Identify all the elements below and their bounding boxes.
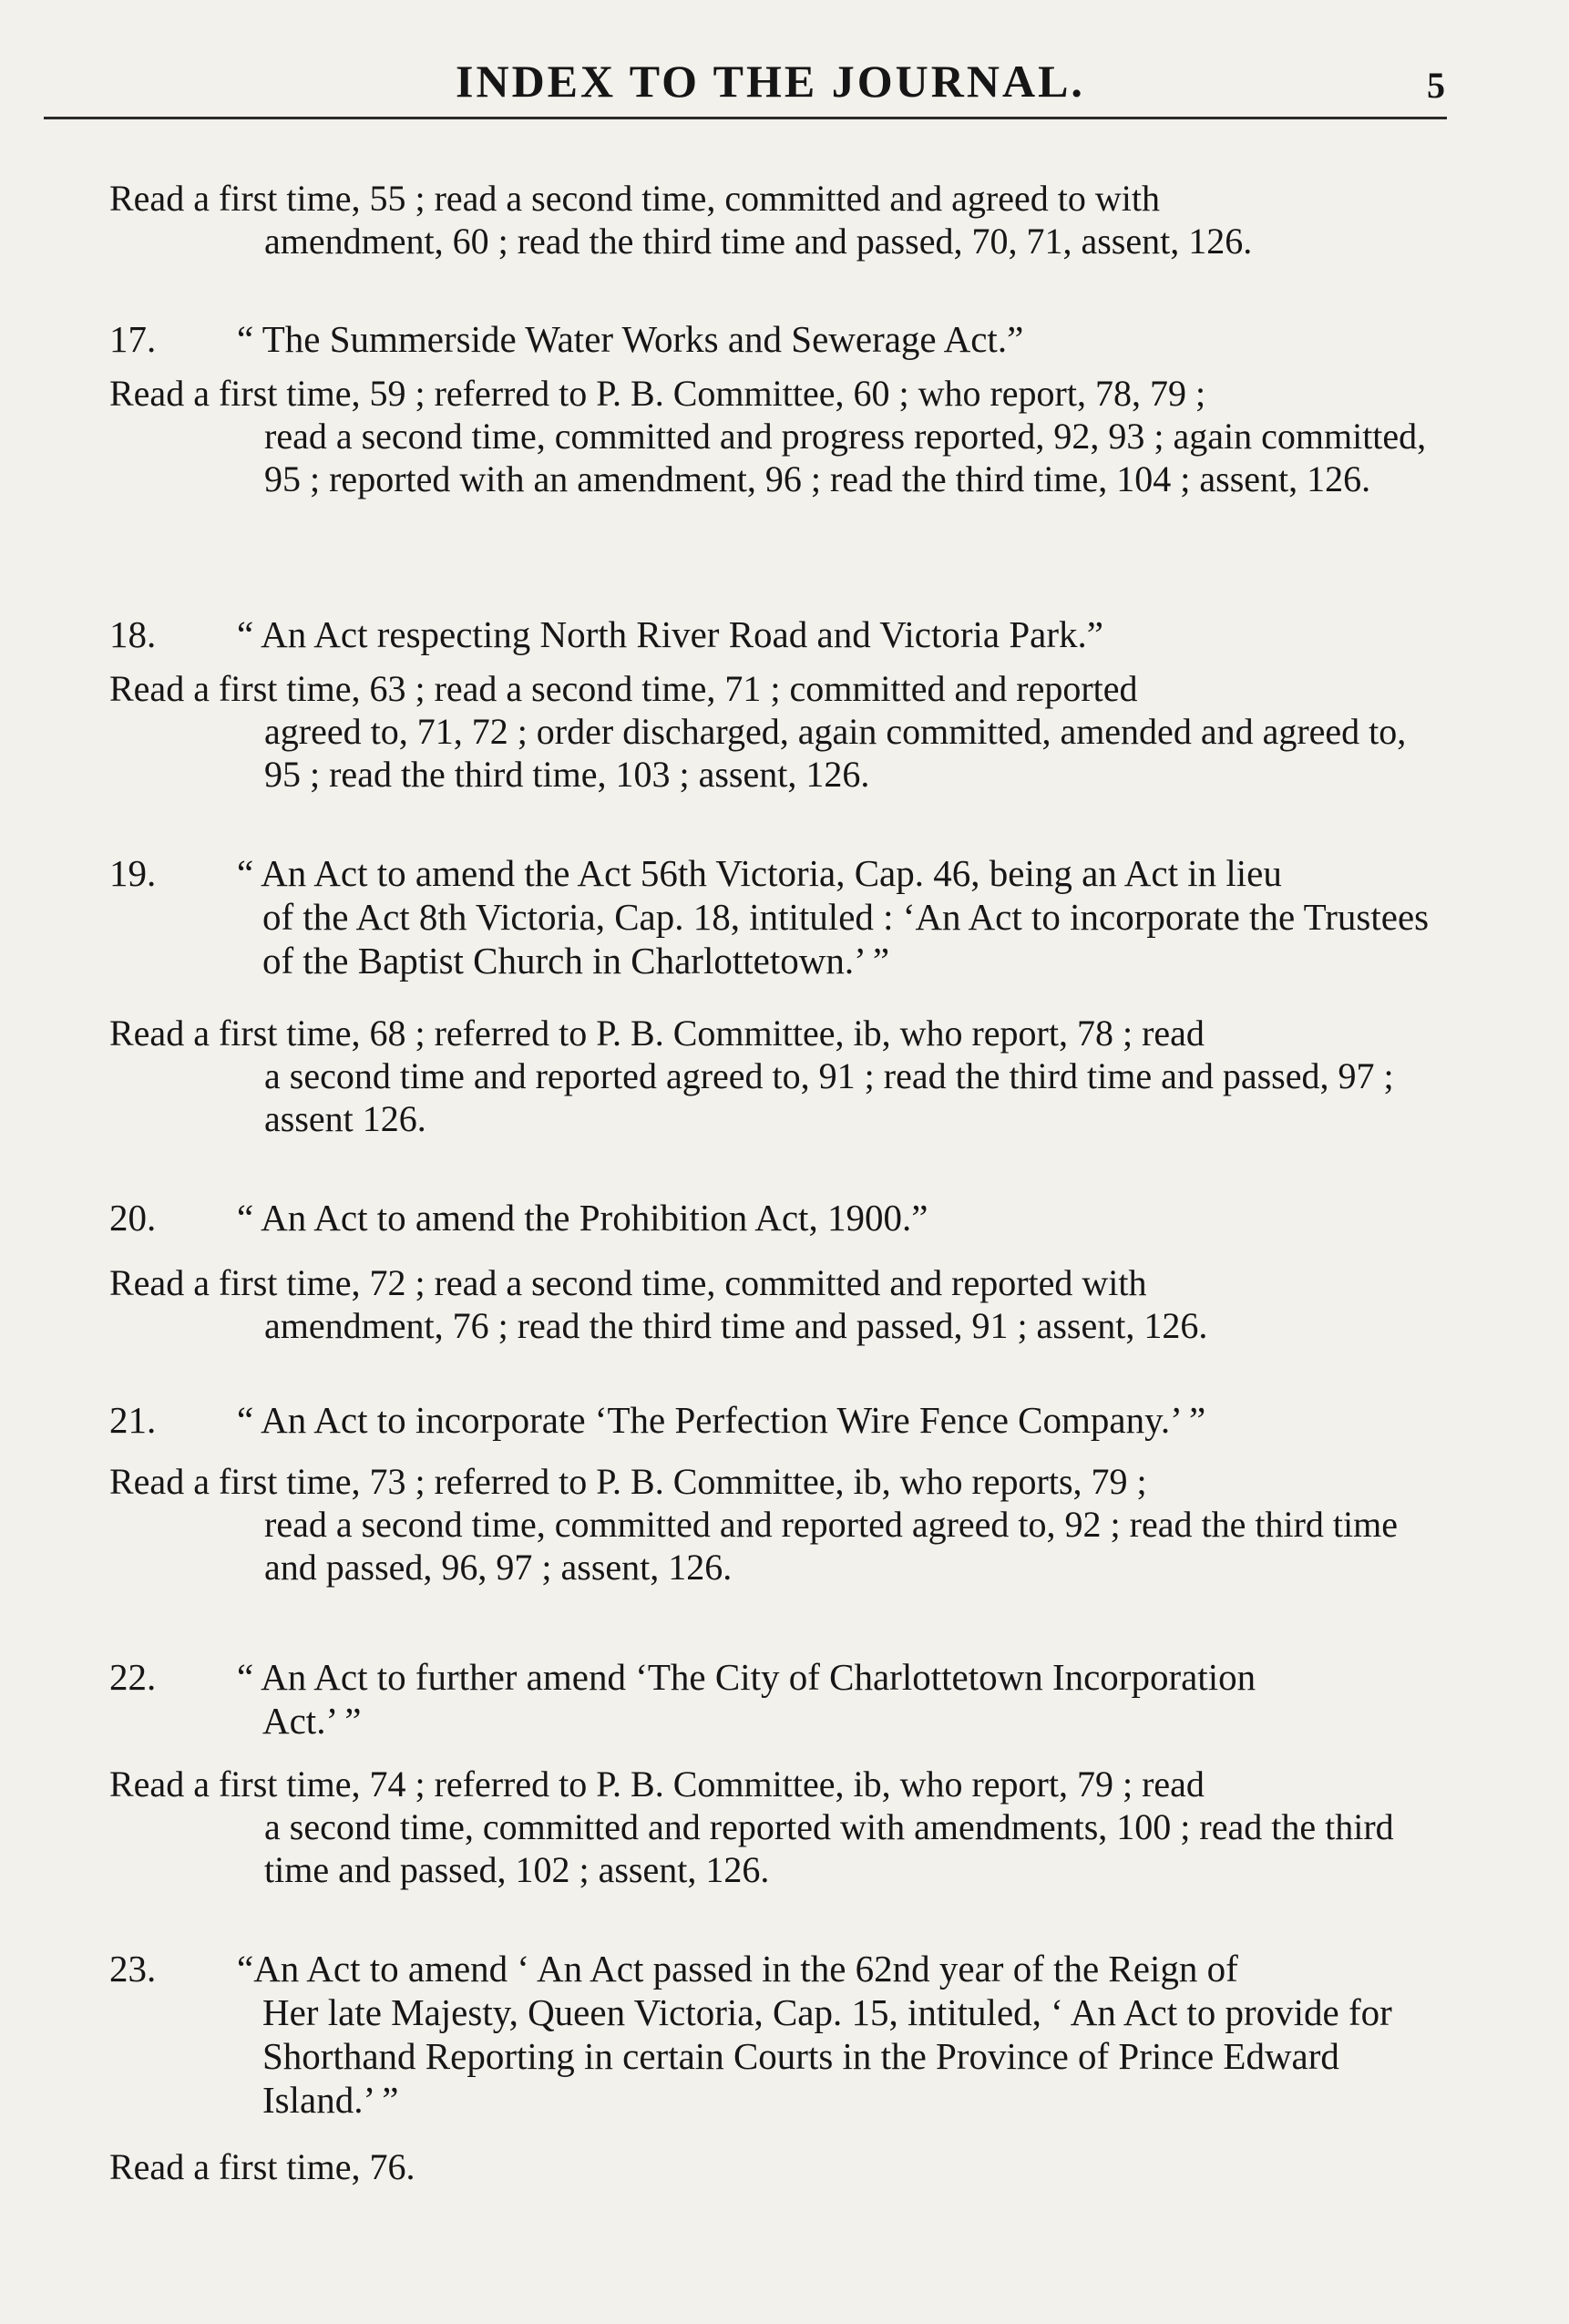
entry-title: “ An Act to amend the Prohibition Act, 1900.” — [237, 1197, 928, 1239]
proceedings-continuation: read a second time, committed and reported agreed to, 92 ; read the third time and passed, 96, 97 ; assent, 126. — [264, 1504, 1398, 1588]
entry-22-proceedings — [109, 1763, 1449, 1891]
entry-17-title — [109, 317, 1449, 361]
proceedings-first-line: Read a first time, 68 ; referred to P. B. Committee, ib, who report, 78 ; read — [109, 1013, 1205, 1054]
proceedings-first-line: Read a first time, 73 ; referred to P. B. Committee, ib, who reports, 79 ; — [109, 1461, 1147, 1502]
entry-18-proceedings — [109, 667, 1449, 796]
entry-17-proceedings — [109, 372, 1449, 500]
entry-title: “ An Act to incorporate ‘The Perfection Wire Fence Company.’ ” — [237, 1399, 1206, 1441]
entry-23-title — [109, 1947, 1449, 1990]
entry-number: 18. — [109, 613, 157, 655]
entry-22-title-continuation: Act.’ ” — [262, 1700, 362, 1742]
header-rule — [44, 117, 1447, 119]
entry-number: 20. — [109, 1197, 157, 1239]
proceedings-continuation: read a second time, committed and progress reported, 92, 93 ; again committed, 95 ; reported with an amendment, 96 ; read the third time, 104 ; assent, 126. — [264, 416, 1427, 499]
entry-19-proceedings — [109, 1012, 1449, 1140]
proceedings-continuation: a second time and reported agreed to, 91 ; read the third time and passed, 97 ; assent 126. — [264, 1055, 1394, 1139]
entry-22-title — [109, 1655, 1449, 1699]
entry-23-title-continuation: Her late Majesty, Queen Victoria, Cap. 15, intituled, ‘ An Act to provide for Shorthand Reporting in certain Courts in the Province of Prince Edward Island.’ ” — [262, 1991, 1392, 2121]
carryover-line-2: amendment, 60 ; read the third time and passed, 70, 71, assent, 126. — [264, 221, 1253, 262]
proceedings-continuation: amendment, 76 ; read the third time and passed, 91 ; assent, 126. — [264, 1305, 1208, 1346]
proceedings-first-line: Read a first time, 74 ; referred to P. B. Committee, ib, who report, 79 ; read — [109, 1764, 1205, 1805]
entry-title: “ An Act to amend the Act 56th Victoria, Cap. 46, being an Act in lieu — [237, 852, 1282, 894]
proceedings-first-line: Read a first time, 59 ; referred to P. B. Committee, 60 ; who report, 78, 79 ; — [109, 373, 1206, 414]
entry-number: 23. — [109, 1948, 157, 1990]
entry-number: 19. — [109, 852, 157, 894]
entry-21-title — [109, 1398, 1449, 1442]
proceedings-first-line: Read a first time, 63 ; read a second time, 71 ; committed and reported — [109, 668, 1138, 709]
entry-19-title-continuation: of the Act 8th Victoria, Cap. 18, intituled : ‘An Act to incorporate the Trustees of the Baptist Church in Charlottetown.’ ” — [262, 896, 1430, 982]
carryover-entry — [109, 177, 1449, 262]
proceedings-continuation: agreed to, 71, 72 ; order discharged, again committed, amended and agreed to, 95 ; read the third time, 103 ; assent, 126. — [264, 711, 1407, 795]
entry-title: “An Act to amend ‘ An Act passed in the 62nd year of the Reign of — [237, 1948, 1238, 1990]
entry-title: “ The Summerside Water Works and Sewerage Act.” — [237, 318, 1024, 360]
entry-19-title — [109, 851, 1449, 895]
entry-20-proceedings — [109, 1261, 1449, 1347]
carryover-line-1: Read a first time, 55 ; read a second time, committed and agreed to with — [109, 178, 1160, 219]
entry-20-title — [109, 1196, 1449, 1239]
entry-number: 21. — [109, 1399, 157, 1441]
proceedings-first-line: Read a first time, 72 ; read a second time, committed and reported with — [109, 1262, 1147, 1303]
page-title: INDEX TO THE JOURNAL. — [456, 56, 1085, 107]
entry-number: 17. — [109, 318, 157, 360]
page-number: 5 — [1427, 65, 1445, 106]
entry-number: 22. — [109, 1656, 157, 1698]
entry-title: “ An Act to further amend ‘The City of Charlottetown Incorporation — [237, 1656, 1256, 1698]
entry-title: “ An Act respecting North River Road and Victoria Park.” — [237, 613, 1103, 655]
proceedings-first-line: Read a first time, 76. — [109, 2146, 415, 2187]
entry-23-proceedings — [109, 2145, 1449, 2188]
page-header — [0, 47, 1569, 107]
entry-18-title — [109, 612, 1449, 656]
proceedings-continuation: a second time, committed and reported with amendments, 100 ; read the third time and passed, 102 ; assent, 126. — [264, 1806, 1394, 1890]
entry-21-proceedings — [109, 1460, 1449, 1589]
